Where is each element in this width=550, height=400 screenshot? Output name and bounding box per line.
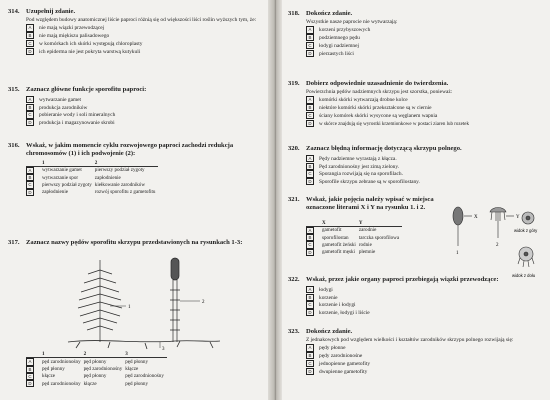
question-title: Dokończ zdanie. [306,10,353,17]
question-intro: Wszystkie nasze paprocie nie wytwarzają: [306,18,398,25]
answer-option-b[interactable]: B Pęd zarodnionośny jest zimą zielony. [306,163,543,171]
answer-option-b[interactable]: B korzenie [306,294,543,302]
answer-option-d[interactable]: D produkcja i magazynowanie skrobi [26,119,266,127]
answer-table: 1 2 A wytwarzanie gamet pierwszy podział zygoty B wytwarzanie spor zapłodnienie C pierwszy podział zygoty kiełkowanie zarodników D zapłodnienie rozwój sporofitu z gametofitu [26,160,158,196]
question-319 [288,80,543,128]
answer-option-c[interactable]: C w komórkach ich skórki występują chloroplasty [26,40,266,48]
answer-row-d[interactable]: D gametofit męski plemnie [306,249,402,256]
figure-label-x: X [474,215,478,220]
answer-option-b[interactable]: B produkcja zarodników [26,104,266,112]
answer-option-a[interactable]: A Pędy nadziemne wyrastają z kłącza. [306,155,543,163]
answer-row-c[interactable]: C pierwszy podział zygoty kiełkowanie zarodników [26,181,158,188]
answer-option-a[interactable]: A korzeni przybyszowych [306,26,543,34]
question-316 [8,142,266,196]
question-title: Zaznacz nazwy pędów sporofitu skrzypu przedstawionych na rysunkach 1-3: [26,239,243,246]
answer-option-c[interactable]: C Sporangia rozwijają się na sporofilach. [306,170,543,178]
horsetail-figure [60,256,250,350]
question-title: Wskaż, przez jakie organy paproci przebiegają wiązki przewodzące: [306,276,499,283]
question-number: 316. [8,142,20,149]
answer-option-d[interactable]: D Sporofile skrzypu zebrane są w sporofilostany. [306,178,543,186]
answer-option-c[interactable]: C korzenie i łodygi [306,301,543,309]
question-number: 314. [8,8,20,15]
answer-row-c[interactable]: C gametofit żeński rodnie [306,241,402,248]
strobilus-figure [448,198,546,280]
figure-label-bottom-view: widok z dołu [512,273,536,278]
answer-option-a[interactable]: A pędy płonne [306,344,543,352]
question-317-answers [8,351,266,387]
question-title: Zaznacz błędną informację dotyczącą skrzypu polnego. [306,145,462,152]
question-318 [288,10,543,57]
book-spine-gutter [268,0,282,400]
question-intro: Pod względem budowy anatomicznej liście paproci różnią się od większości liści roślin wyższych tym, że: [26,16,257,23]
answer-option-d[interactable]: D pierzastych liści [306,50,543,58]
answer-option-a[interactable]: A wytwarzanie gamet [26,96,266,104]
question-number: 317. [8,239,20,246]
answer-option-d[interactable]: D w skórce znajdują się wyrostki krzemionkowe w postaci ziaren lub rozetek [306,120,543,129]
question-intro: Z jednakowych pod względem wielkości i kształtów zarodników skrzypu polnego rozwijają się: [306,336,514,343]
figure-label-2: 2 [202,300,205,305]
question-title: Uzupełnij zdanie. [26,8,76,15]
answer-row-c[interactable]: C kłącze pęd płonny pęd zarodnionośny [26,373,167,380]
question-title: Dobierz odpowiednie uzasadnienie do twierdzenia. [306,80,449,87]
answer-row-b[interactable]: B sporofilostan tarczka sporofilowa [306,234,402,241]
answer-row-b[interactable]: B pęd płonny pęd zarodnionośny kłącze [26,366,167,373]
figure-label-top-view: widok z góry [514,228,538,233]
answer-option-d[interactable]: D ich epiderma nie jest pokryta warstwą kutykuli [26,48,266,56]
answer-option-d[interactable]: D dwupienne gametofity [306,368,543,376]
answer-option-c[interactable]: C pobieranie wody i soli mineralnych [26,111,266,119]
answer-option-a[interactable]: A nie mają wiązki przewodzącej [26,24,266,32]
fertile-shoot-drawing [170,258,180,342]
question-number: 321. [288,196,300,203]
answer-option-b[interactable]: B podziemnego pędu [306,34,543,42]
question-number: 319. [288,80,300,87]
question-number: 323. [288,328,300,335]
figure-label-y: Y [516,215,520,220]
answer-option-a[interactable]: A łodygi [306,286,543,294]
answer-option-b[interactable]: B nie mają miękiszu palisadowego [26,32,266,40]
answer-option-c[interactable]: C jednopienne gametofity [306,360,543,368]
figure-label-1: 1 [456,251,459,256]
answer-table: 1 2 3 A pęd zarodnionośny pęd płonny pęd płonny B pęd płonny pęd zarodnionośny kłącze C kłącze pęd płonny pęd zarodnionośny D pęd zarodnionośny kłącze pęd płonny [26,351,167,387]
question-number: 322. [288,276,300,283]
question-title: Zaznacz główne funkcje sporofitu paproci: [26,86,147,93]
figure-label-3: 3 [162,347,165,350]
question-314 [8,8,266,55]
question-title: Wskaż, jakie pojęcia należy wpisać w miejsca oznaczone literami X i Y na rysunku 1. i 2. [306,196,434,211]
rhizome-drawing [68,341,220,349]
answer-option-b[interactable]: B niektóre komórki skórki przekształcone są w ciernie [306,104,543,112]
answer-option-d[interactable]: D korzenie, łodygi i liście [306,309,543,317]
answer-row-b[interactable]: B wytwarzanie spor zapłodnienie [26,174,158,181]
answer-row-a[interactable]: A pęd zarodnionośny pęd płonny pęd płonny [26,358,167,366]
answer-option-c[interactable]: C łodygi nadziemnej [306,42,543,50]
question-number: 318. [288,10,300,17]
question-number: 315. [8,86,20,93]
answer-row-a[interactable]: A wytwarzanie gamet pierwszy podział zygoty [26,166,158,174]
answer-row-a[interactable]: A gametofit zarodnie [306,226,402,234]
question-title: Wskaż, w jakim momencie cyklu rozwojowego paproci zachodzi redukcja chromosomów (1) i ich podwojenie (2): [26,142,234,157]
sterile-shoot-drawing [78,260,122,342]
question-intro: Powierzchnia pędów nadziemnych skrzypu jest szorstka, ponieważ: [306,88,453,95]
answer-option-a[interactable]: A komórki skórki wytwarzają drobne kolce [306,96,543,104]
figure-label-2: 2 [496,243,499,248]
answer-table: X Y A gametofit zarodnie B sporofilostan tarczka sporofilowa C gametofit żeński rodnie D gametofit męski plemnie [306,220,402,256]
question-323 [288,328,543,375]
question-321 [288,196,448,256]
question-number: 320. [288,145,300,152]
answer-row-d[interactable]: D zapłodnienie rozwój sporofitu z gametofitu [26,189,158,196]
question-320 [288,145,543,186]
question-title: Dokończ zdanie. [306,328,353,335]
figure-label-1: 1 [128,305,131,310]
question-315 [8,86,266,127]
answer-option-c[interactable]: C ściany komórek skórki wysycone są węglanem wapnia [306,112,543,120]
answer-option-b[interactable]: B pędy zarodnionośne [306,352,543,360]
question-317 [8,239,266,247]
answer-row-d[interactable]: D pęd zarodnionośny kłącze pęd płonny [26,380,167,387]
question-322 [288,276,543,317]
